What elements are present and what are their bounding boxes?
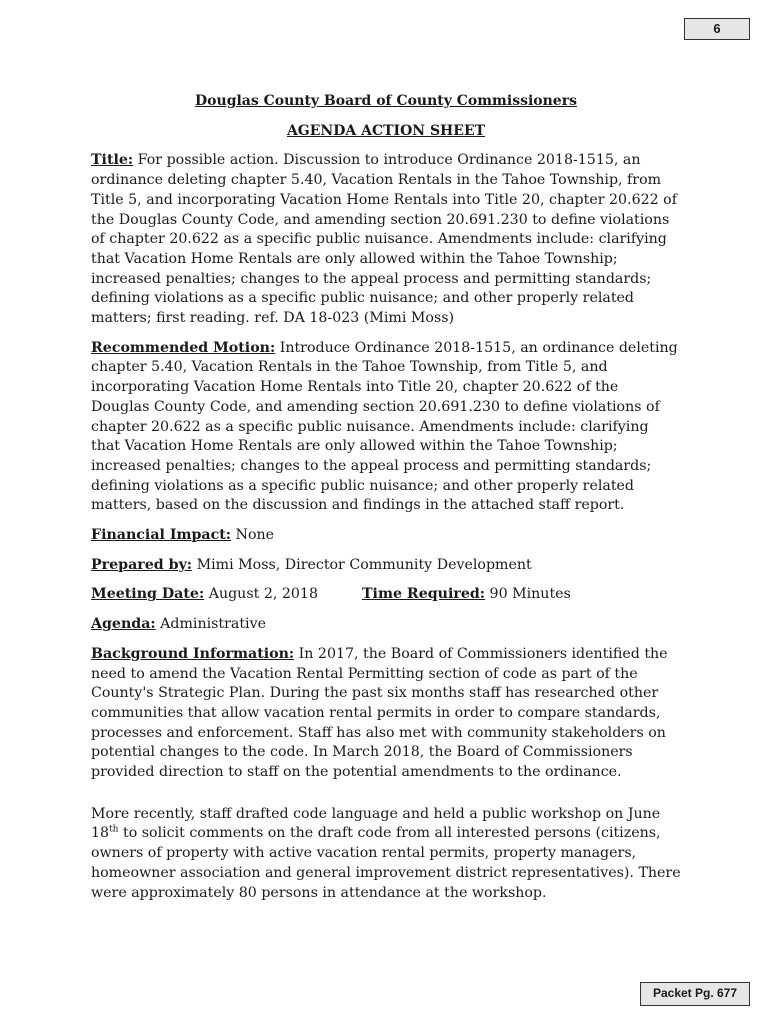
meeting-time-row xyxy=(91,585,681,605)
title-text: For possible action. Discussion to introduce Ordinance 2018-1515, an ordinance deleting chapter 5.40, Vacation Rentals in the Tahoe Township, from Title 5, and incorporating Vacation Home Rentals into Title 20, chapter 20.622 of the Douglas County Code, and amending section 20.691.230 to define violations of chapter 20.622 as a specific public nuisance. Amendments include: clarifying that Vacation Home Rentals are only allowed within the Tahoe Township; increased penalties; changes to the appeal process and permitting standards; defining violations as a specific public nuisance; and other properly related matters; first reading. ref. DA 18-023 (Mimi Moss) xyxy=(91,152,677,327)
prepared-by-row xyxy=(91,556,681,576)
time-required-label: Time Required: xyxy=(362,586,486,603)
background-section xyxy=(91,645,681,783)
packet-page-badge: Packet Pg. 677 xyxy=(640,982,750,1006)
agenda-row xyxy=(91,615,681,635)
background-p2-end: to solicit comments on the draft code from all interested persons (citizens, owners of property with active vacation rental permits, property managers, homeowner association and general improvement district representatives). There were approximately 80 persons in attendance at the workshop. xyxy=(91,825,681,901)
background-paragraph-2 xyxy=(91,805,681,904)
financial-impact-row xyxy=(91,526,681,546)
financial-impact-label: Financial Impact: xyxy=(91,527,232,544)
background-label: Background Information: xyxy=(91,645,295,662)
agenda-value: Administrative xyxy=(160,616,267,633)
meeting-date-label: Meeting Date: xyxy=(91,586,205,603)
title-label: Title: xyxy=(91,152,134,169)
recommended-motion-text: Introduce Ordinance 2018-1515, an ordinance deleting chapter 5.40, Vacation Rentals in the Tahoe Township, from Title 5, and incorporating Vacation Home Rentals into Title 20, chapter 20.622 of the Douglas County Code, and amending section 20.691.230 to define violations of chapter 20.622 as a specific public nuisance. Amendments include: clarifying that Vacation Home Rentals are only allowed within the Tahoe Township; increased penalties; changes to the appeal process and permitting standards; defining violations as a specific public nuisance; and other properly related matters, based on the discussion and findings in the attached staff report. xyxy=(91,339,678,514)
recommended-motion-section xyxy=(91,339,681,516)
financial-impact-value: None xyxy=(235,527,275,544)
page-number-badge: 6 xyxy=(684,18,750,40)
agenda-action-sheet xyxy=(91,92,681,913)
background-p2-superscript: th xyxy=(109,824,119,835)
time-required-value: 90 Minutes xyxy=(489,586,571,603)
sheet-title: AGENDA ACTION SHEET xyxy=(286,122,486,139)
meeting-date-field xyxy=(91,586,318,602)
title-section xyxy=(91,151,681,328)
background-p2-start: More recently, staff drafted code language and held a public workshop on June 18 xyxy=(91,805,661,842)
meeting-date-value: August 2, 2018 xyxy=(208,586,318,603)
background-text: In 2017, the Board of Commissioners identified the need to amend the Vacation Rental Permitting section of code as part of the County's Strategic Plan. During the past six months staff has researched other communities that allow vacation rental permits in order to compare standards, processes and enforcement. Staff has also met with community stakeholders on potential changes to the code. In March 2018, the Board of Commissioners provided direction to staff on the potential amendments to the ordinance. xyxy=(91,645,668,781)
organization-heading: Douglas County Board of County Commissioners xyxy=(195,93,577,109)
prepared-by-label: Prepared by: xyxy=(91,556,193,573)
prepared-by-value: Mimi Moss, Director Community Development xyxy=(196,556,532,573)
recommended-motion-label: Recommended Motion: xyxy=(91,339,276,356)
agenda-label: Agenda: xyxy=(91,616,156,633)
time-required-field xyxy=(362,585,571,605)
